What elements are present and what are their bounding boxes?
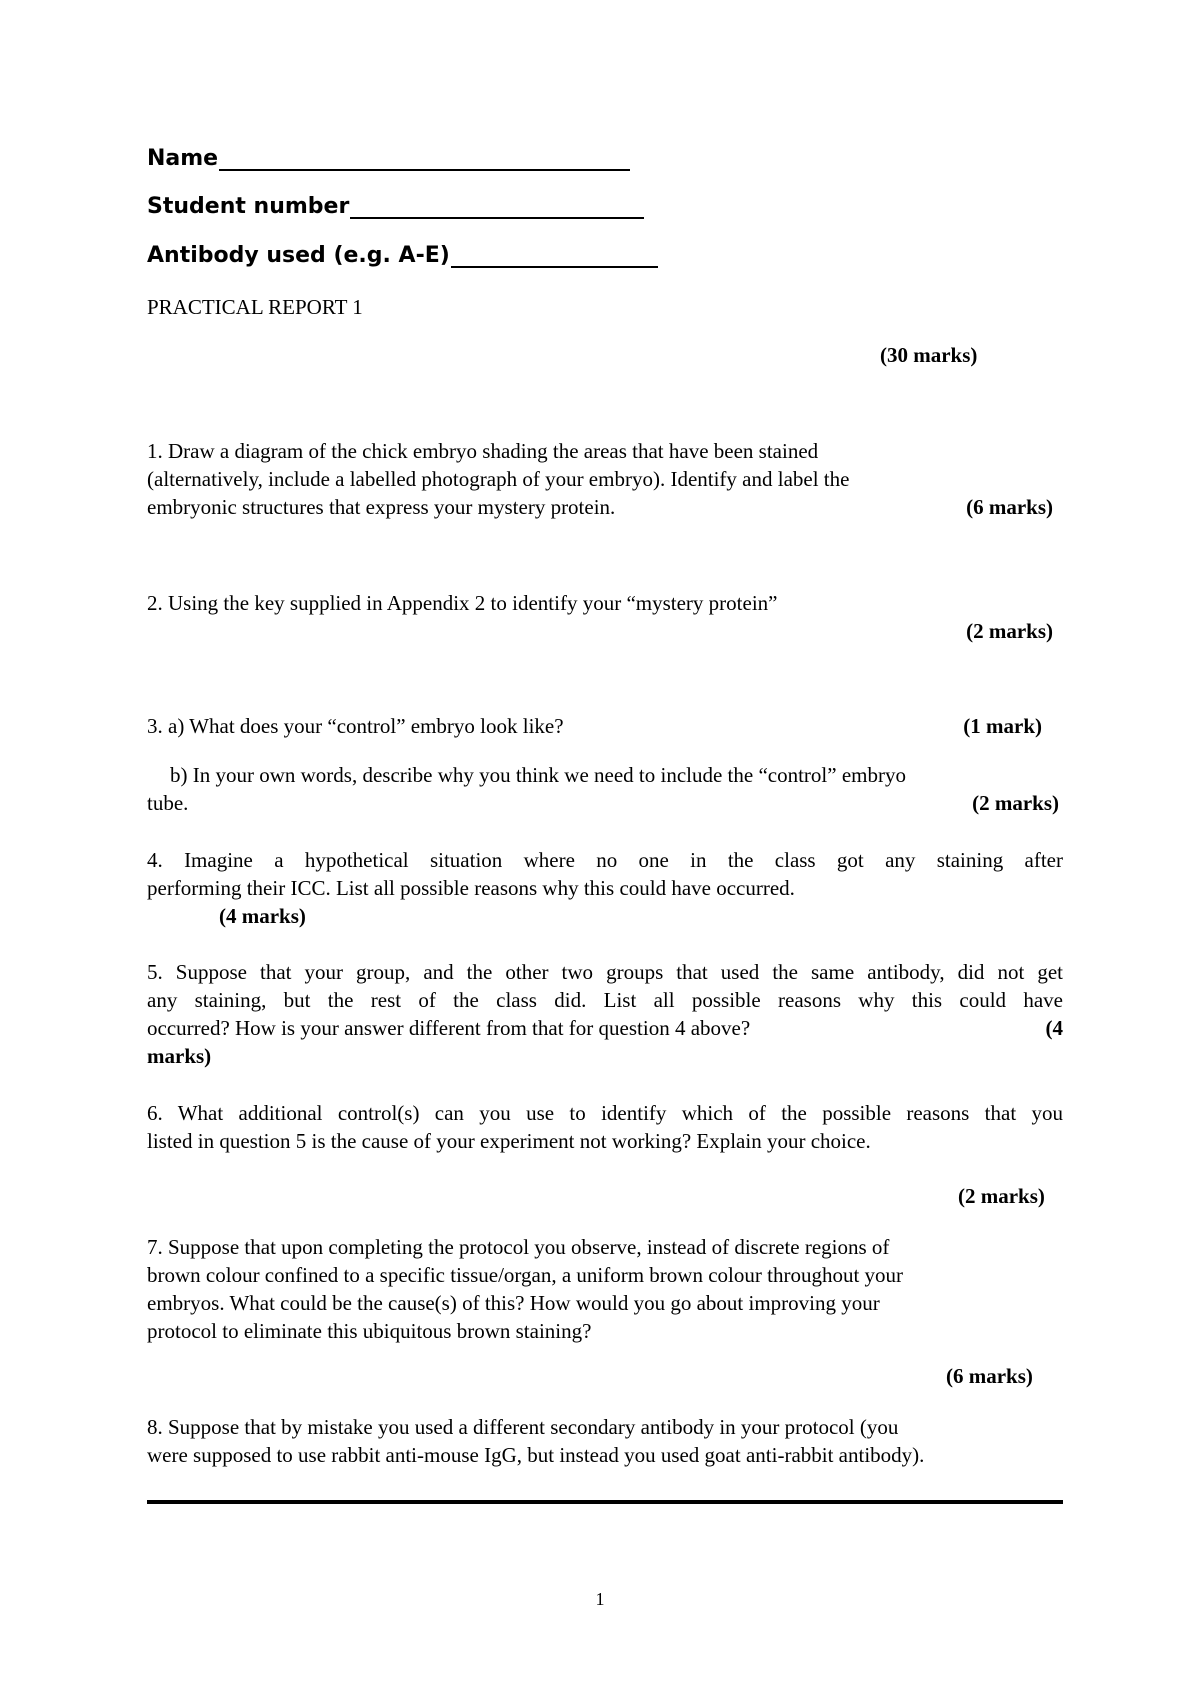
question-8 — [147, 1413, 1063, 1469]
total-marks: (30 marks) — [880, 343, 978, 367]
question-line: protocol to eliminate this ubiquitous brown staining? — [147, 1319, 592, 1343]
question-line: brown colour confined to a specific tissue/organ, a uniform brown colour throughout your — [147, 1263, 904, 1287]
antibody-label: Antibody used (e.g. A-E) — [147, 243, 450, 268]
question-line: embryonic structures that express your mystery protein. — [147, 495, 616, 519]
question-line: listed in question 5 is the cause of your experiment not working? Explain your choice. — [147, 1129, 871, 1153]
question-7 — [147, 1233, 1063, 1345]
question-marks: (2 marks) — [966, 619, 1053, 643]
horizontal-rule — [147, 1500, 1063, 1504]
question-marks: (2 marks) — [972, 791, 1059, 815]
question-line: occurred? How is your answer different from that for question 4 above? — [147, 1016, 751, 1040]
question-line: 7. Suppose that upon completing the protocol you observe, instead of discrete regions of — [147, 1235, 890, 1259]
question-marks: marks) — [147, 1044, 212, 1068]
question-line: (alternatively, include a labelled photograph of your embryo). Identify and label the — [147, 467, 850, 491]
question-line: 4. Imagine a hypothetical situation where no one in the class got any staining after — [147, 848, 1063, 872]
question-marks: (6 marks) — [966, 495, 1053, 519]
question-2 — [147, 589, 1063, 645]
question-line: embryos. What could be the cause(s) of this? How would you go about improving your — [147, 1291, 880, 1315]
question-line: b) In your own words, describe why you think we need to include the “control” embryo — [170, 763, 906, 787]
student-number-field[interactable] — [147, 194, 644, 219]
name-field[interactable] — [147, 146, 630, 171]
question-marks: (6 marks) — [946, 1364, 1033, 1388]
question-3a — [147, 712, 1063, 740]
page-number: 1 — [595, 1589, 605, 1609]
question-line: 3. a) What does your “control” embryo look like? — [147, 714, 564, 738]
antibody-blank-line[interactable] — [451, 265, 658, 268]
question-line: 2. Using the key supplied in Appendix 2 to identify your “mystery protein” — [147, 591, 778, 615]
question-1 — [147, 437, 1063, 521]
question-line: performing their ICC. List all possible reasons why this could have occurred. — [147, 876, 795, 900]
question-marks: (2 marks) — [958, 1184, 1045, 1208]
antibody-field[interactable] — [147, 243, 658, 268]
name-blank-line[interactable] — [219, 168, 630, 171]
question-5 — [147, 958, 1063, 1070]
question-6 — [147, 1099, 1063, 1155]
name-label: Name — [147, 146, 219, 171]
question-3b — [147, 761, 1063, 817]
student-number-blank-line[interactable] — [350, 216, 644, 219]
question-line: 1. Draw a diagram of the chick embryo shading the areas that have been stained — [147, 439, 819, 463]
student-number-label: Student number — [147, 194, 350, 219]
question-line: 8. Suppose that by mistake you used a different secondary antibody in your protocol (you — [147, 1415, 899, 1439]
question-line: tube. — [147, 791, 189, 815]
question-line: 5. Suppose that your group, and the other two groups that used the same antibody, did not get — [147, 960, 1063, 984]
question-line: 6. What additional control(s) can you use to identify which of the possible reasons that you — [147, 1101, 1063, 1125]
question-4 — [147, 846, 1063, 930]
question-line: any staining, but the rest of the class did. List all possible reasons why this could have — [147, 988, 1063, 1012]
question-marks: (1 mark) — [963, 714, 1042, 738]
question-marks: (4 — [1045, 1016, 1063, 1040]
question-marks: (4 marks) — [219, 904, 306, 928]
report-title: PRACTICAL REPORT 1 — [147, 295, 363, 319]
question-line: were supposed to use rabbit anti-mouse IgG, but instead you used goat anti-rabbit antibody). — [147, 1443, 925, 1467]
